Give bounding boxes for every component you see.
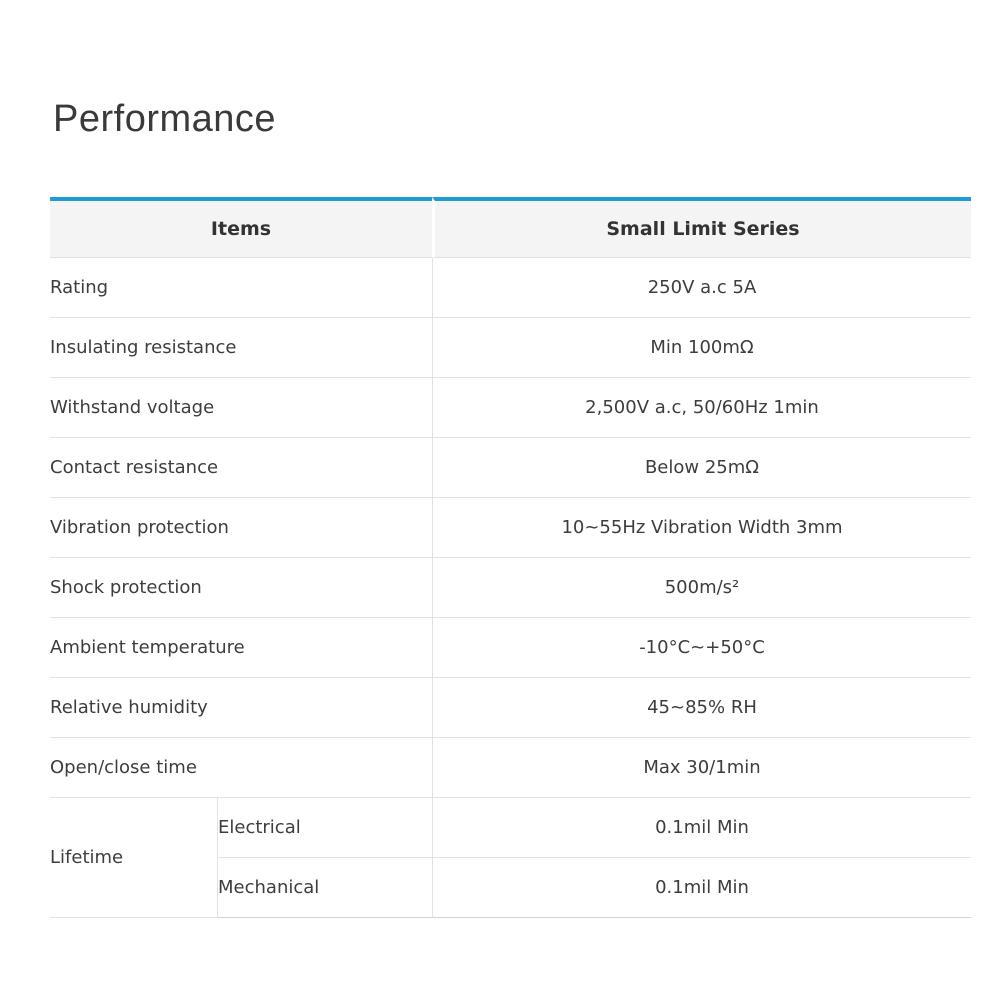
item-cell: Open/close time xyxy=(50,738,432,798)
value-cell: 0.1mil Min xyxy=(432,798,971,858)
value-cell: 0.1mil Min xyxy=(432,858,971,918)
item-cell: Vibration protection xyxy=(50,498,432,558)
value-cell: Below 25mΩ xyxy=(432,438,971,498)
table-row-lifetime-electrical xyxy=(50,798,971,858)
column-header-items: Items xyxy=(50,197,432,258)
item-cell: Rating xyxy=(50,258,432,318)
item-cell: Withstand voltage xyxy=(50,378,432,438)
value-cell: Min 100mΩ xyxy=(432,318,971,378)
value-cell: 250V a.c 5A xyxy=(432,258,971,318)
item-cell: Insulating resistance xyxy=(50,318,432,378)
value-cell: Max 30/1min xyxy=(432,738,971,798)
table-row xyxy=(50,318,971,378)
table-row xyxy=(50,498,971,558)
page-title: Performance xyxy=(53,98,277,140)
performance-table xyxy=(50,197,971,918)
item-cell: Ambient temperature xyxy=(50,618,432,678)
table-row xyxy=(50,618,971,678)
item-cell: Relative humidity xyxy=(50,678,432,738)
item-cell: Contact resistance xyxy=(50,438,432,498)
table-row xyxy=(50,438,971,498)
table-row xyxy=(50,558,971,618)
value-cell: -10°C~+50°C xyxy=(432,618,971,678)
column-header-series: Small Limit Series xyxy=(432,197,971,258)
value-cell: 45~85% RH xyxy=(432,678,971,738)
lifetime-label-cell: Lifetime xyxy=(50,798,217,918)
table-row xyxy=(50,678,971,738)
value-cell: 500m/s² xyxy=(432,558,971,618)
table-row xyxy=(50,378,971,438)
value-cell: 2,500V a.c, 50/60Hz 1min xyxy=(432,378,971,438)
lifetime-sub-item-cell: Mechanical xyxy=(217,858,432,918)
table-header-row xyxy=(50,197,971,258)
value-cell: 10~55Hz Vibration Width 3mm xyxy=(432,498,971,558)
table-row xyxy=(50,258,971,318)
lifetime-sub-item-cell: Electrical xyxy=(217,798,432,858)
table-row xyxy=(50,738,971,798)
item-cell: Shock protection xyxy=(50,558,432,618)
